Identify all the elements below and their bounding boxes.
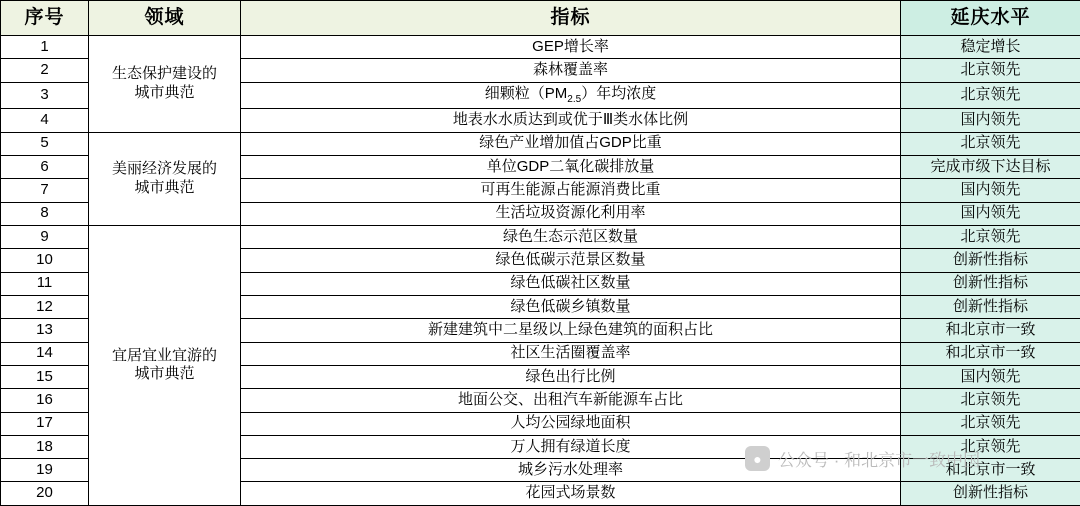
cell-indicator: 绿色低碳示范景区数量 [241,249,901,272]
cell-indicator: 绿色产业增加值占GDP比重 [241,132,901,155]
cell-indicator: 绿色低碳社区数量 [241,272,901,295]
cell-no: 8 [1,202,89,225]
cell-no: 6 [1,155,89,178]
cell-no: 15 [1,365,89,388]
cell-level: 北京领先 [901,225,1080,248]
cell-no: 17 [1,412,89,435]
cell-no: 16 [1,389,89,412]
table-row [1,132,1080,155]
header-cell-no: 序号 [1,1,89,36]
pm-subscript: 2.5 [567,93,582,105]
cell-level: 国内领先 [901,202,1080,225]
cell-level: 北京领先 [901,389,1080,412]
cell-no: 9 [1,225,89,248]
cell-level: 北京领先 [901,132,1080,155]
cell-domain [89,225,241,505]
cell-indicator: 可再生能源占能源消费比重 [241,179,901,202]
cell-no: 2 [1,59,89,82]
cell-no: 14 [1,342,89,365]
cell-indicator: 绿色生态示范区数量 [241,225,901,248]
cell-level: 稳定增长 [901,36,1080,59]
domain-label-2: 美丽经济发展的 城市典范 [111,159,217,196]
cell-indicator: 地面公交、出租汽车新能源车占比 [241,389,901,412]
cell-level: 北京领先 [901,59,1080,82]
cell-no: 18 [1,435,89,458]
cell-level: 和北京市一致 [901,319,1080,342]
cell-level: 国内领先 [901,179,1080,202]
cell-no: 7 [1,179,89,202]
wechat-icon: ● [745,446,770,471]
watermark-text: 公众号 · 和北京市一致中国 [778,451,981,470]
domain-label-1: 生态保护建设的 城市典范 [111,65,217,101]
cell-no: 5 [1,132,89,155]
cell-level: 创新性指标 [901,272,1080,295]
table-header-row [1,1,1080,36]
cell-level: 创新性指标 [901,482,1080,506]
cell-level: 完成市级下达目标 [901,155,1080,178]
cell-indicator: GEP增长率 [241,36,901,59]
cell-indicator: 城乡污水处理率 [241,459,901,482]
cell-indicator: 新建建筑中二星级以上绿色建筑的面积占比 [241,319,901,342]
cell-no: 3 [1,82,89,109]
cell-indicator: 生活垃圾资源化利用率 [241,202,901,225]
cell-no: 13 [1,319,89,342]
table-row [1,36,1080,59]
domain-label-3: 宜居宜业宜游的 城市典范 [111,346,217,383]
cell-no: 12 [1,295,89,318]
cell-indicator: 地表水水质达到或优于Ⅲ类水体比例 [241,109,901,132]
cell-level: 北京领先 [901,82,1080,109]
cell-no: 19 [1,459,89,482]
cell-indicator: 社区生活圈覆盖率 [241,342,901,365]
cell-level: 国内领先 [901,109,1080,132]
cell-level: 和北京市一致 [901,459,1080,482]
header-cell-level: 延庆水平 [901,1,1080,36]
cell-indicator: 花园式场景数 [241,482,901,506]
cell-no: 10 [1,249,89,272]
cell-level: 北京领先 [901,412,1080,435]
cell-no: 20 [1,482,89,506]
cell-no: 11 [1,272,89,295]
cell-level: 北京领先 [901,435,1080,458]
cell-level: 创新性指标 [901,295,1080,318]
cell-no: 1 [1,36,89,59]
header-cell-indicator: 指标 [241,1,901,36]
cell-indicator: 万人拥有绿道长度 [241,435,901,458]
header-cell-domain: 领域 [89,1,241,36]
cell-indicator: 森林覆盖率 [241,59,901,82]
cell-domain [89,132,241,225]
cell-level: 国内领先 [901,365,1080,388]
cell-level: 创新性指标 [901,249,1080,272]
cell-indicator: 细颗粒$(PM_{2.5})$年均浓度 [241,82,901,109]
cell-indicator: 单位GDP二氧化碳排放量 [241,155,901,178]
cell-level: 和北京市一致 [901,342,1080,365]
cell-domain [89,36,241,133]
cell-indicator: 绿色低碳乡镇数量 [241,295,901,318]
cell-indicator: 绿色出行比例 [241,365,901,388]
table-row [1,225,1080,248]
cell-no: 4 [1,109,89,132]
cell-indicator: 人均公园绿地面积 [241,412,901,435]
